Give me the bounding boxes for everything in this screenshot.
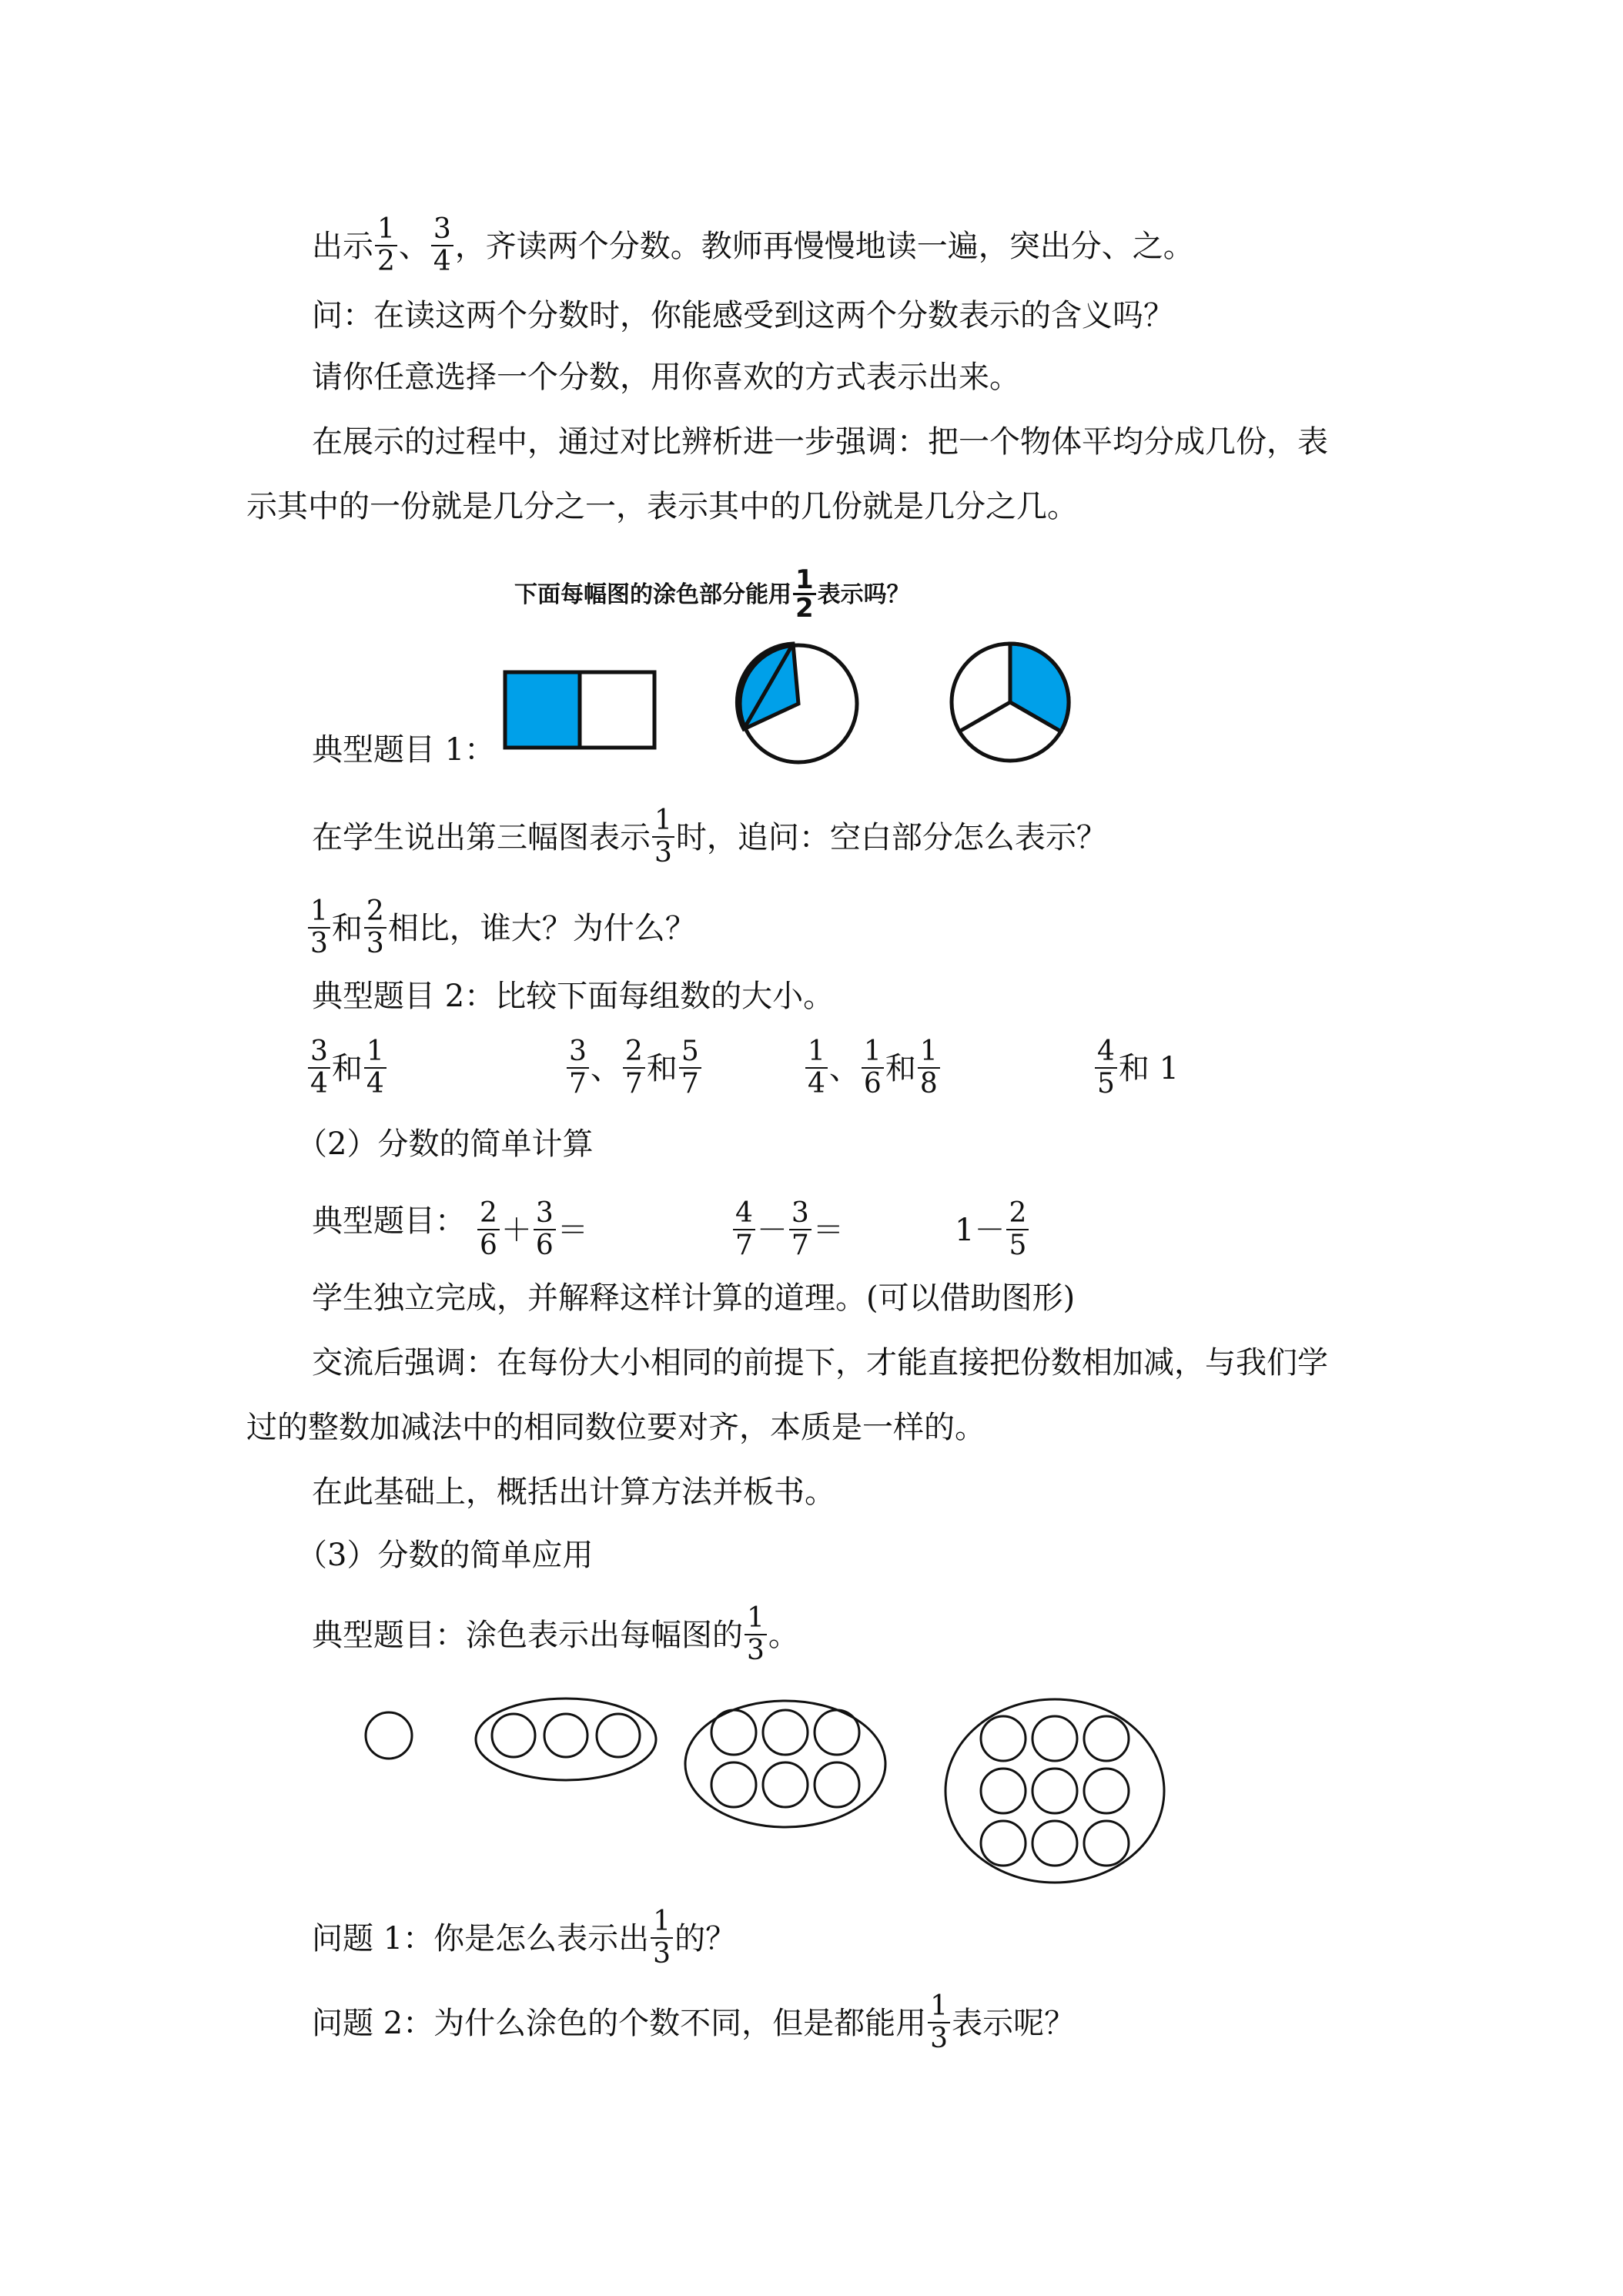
text: 表示呢？ [952, 2006, 1076, 2041]
calc-expression-1 [476, 1197, 588, 1264]
numerator: 1 [653, 1906, 671, 1937]
text: ＝ [557, 1213, 588, 1248]
denominator: 4 [364, 1067, 387, 1099]
text: ＋ [500, 1213, 532, 1248]
denominator: 6 [862, 1067, 884, 1099]
denominator: 7 [789, 1229, 812, 1261]
numerator: 3 [791, 1197, 809, 1229]
line-2: 问：在读这两个分数时，你能感受到这两个分数表示的含义吗？ [312, 298, 1174, 333]
fraction [308, 1036, 330, 1099]
denominator: 3 [308, 927, 330, 959]
denominator: 8 [918, 1067, 940, 1099]
numerator: 3 [535, 1197, 554, 1229]
text: 问题 2：为什么涂色的个数不同，但是都能用 [312, 2006, 927, 2041]
fraction [364, 896, 387, 959]
text: 1－ [955, 1213, 1006, 1248]
denominator: 4 [308, 1067, 330, 1099]
fraction [793, 564, 816, 624]
numerator: 1 [863, 1036, 882, 1067]
oval-with-3-circles [476, 1699, 656, 1780]
line-1 [312, 213, 1194, 280]
text: 相比，谁大？为什么？ [387, 911, 696, 946]
numerator: 1 [808, 1036, 825, 1067]
numerator: 1 [930, 1990, 949, 2022]
text: 、 [828, 1051, 860, 1086]
denominator: 7 [567, 1067, 589, 1099]
numerator: 4 [735, 1197, 753, 1229]
question-1 [312, 1906, 737, 1973]
numerator: 2 [480, 1197, 497, 1229]
denominator: 2 [793, 593, 816, 621]
line-12b: 过的整数加减法中的相同数位要对齐，本质是一样的。 [246, 1410, 986, 1445]
figure-heading [514, 564, 910, 624]
numerator: 1 [795, 564, 814, 595]
circle-outline [952, 644, 1069, 761]
rect-blank-half [580, 672, 654, 748]
fraction [431, 214, 453, 277]
rectangle-halves-figure [505, 672, 654, 748]
numerator: 1 [310, 895, 328, 927]
denominator: 7 [733, 1229, 755, 1261]
text: 问题 1：你是怎么表示出 [312, 1921, 650, 1956]
denominator: 4 [805, 1067, 828, 1099]
circle-thirds-figure [952, 644, 1069, 761]
numerator: 1 [919, 1036, 938, 1067]
fraction [789, 1198, 812, 1261]
text: ＝ [812, 1213, 844, 1248]
section-3-heading: （3）分数的简单应用 [296, 1538, 594, 1573]
denominator: 5 [1006, 1229, 1029, 1261]
text: － [756, 1213, 788, 1248]
text: 。 [768, 1618, 799, 1653]
text: 和 [646, 1051, 678, 1086]
text: 在学生说出第三幅图表示 [312, 820, 651, 855]
circle-divider [744, 644, 793, 729]
compare-group-2 [565, 1036, 703, 1103]
denominator: 3 [364, 927, 387, 959]
fraction [928, 1991, 950, 2054]
denominator: 7 [679, 1067, 701, 1099]
text: 、 [398, 229, 430, 264]
denominator: 5 [1095, 1067, 1117, 1099]
text: 表示吗？ [817, 581, 910, 608]
denominator: 4 [431, 245, 453, 277]
fraction [308, 896, 330, 959]
fraction [1006, 1198, 1029, 1261]
section-2-heading: （2）分数的简单计算 [296, 1126, 594, 1162]
line-7 [306, 895, 696, 962]
text: 出示 [312, 229, 373, 264]
calc-expression-3 [955, 1197, 1030, 1264]
numerator: 2 [366, 895, 384, 927]
numerator: 4 [1097, 1036, 1115, 1067]
line-4a: 在展示的过程中，通过对比辨析进一步强调：把一个物体平均分成几份，表 [312, 424, 1328, 460]
single-circle [366, 1712, 412, 1759]
calc-label: 典型题目： [312, 1203, 466, 1239]
denominator: 3 [745, 1634, 767, 1666]
numerator: 2 [1009, 1197, 1027, 1229]
fraction [1095, 1036, 1117, 1099]
compare-group-1 [306, 1036, 388, 1103]
line-11: 学生独立完成，并解释这样计算的道理。(可以借助图形) [312, 1280, 1076, 1316]
fraction [805, 1036, 828, 1099]
numerator: 2 [624, 1036, 643, 1067]
fraction [745, 1603, 767, 1666]
circle-divider [959, 702, 1010, 731]
text: 和 1 [1118, 1051, 1180, 1086]
compare-group-3 [804, 1036, 942, 1103]
text: 和 [885, 1051, 916, 1086]
fraction [918, 1036, 940, 1099]
numerator: 3 [433, 213, 451, 245]
exercise-1-label: 典型题目 1： [312, 732, 496, 768]
denominator: 7 [623, 1067, 645, 1099]
rect-shaded-half [505, 672, 580, 748]
denominator: 2 [375, 245, 397, 277]
denominator: 3 [928, 2022, 950, 2054]
fraction [364, 1036, 387, 1099]
denominator: 6 [534, 1229, 556, 1261]
text: 典型题目：涂色表示出每幅图的 [312, 1618, 743, 1653]
line-6 [312, 805, 1107, 872]
circle-divider [1010, 702, 1061, 731]
line-4b: 示其中的一份就是几分之一，表示其中的几份就是几分之几。 [246, 489, 1078, 524]
line-13: 在此基础上，概括出计算方法并板书。 [312, 1474, 835, 1510]
numerator: 1 [377, 213, 395, 245]
fraction [623, 1036, 645, 1099]
oval-with-6-circles [685, 1701, 885, 1827]
circle-outline [740, 645, 857, 762]
numerator: 1 [366, 1036, 384, 1067]
oval-with-9-circles [945, 1699, 1164, 1883]
fraction [652, 805, 674, 869]
compare-group-4 [1093, 1036, 1180, 1103]
line-8: 典型题目 2：比较下面每组数的大小。 [312, 979, 835, 1014]
fraction [679, 1036, 701, 1099]
calc-expression-2 [731, 1197, 844, 1264]
line-12a: 交流后强调：在每份大小相同的前提下，才能直接把份数相加减，与我们学 [312, 1345, 1328, 1381]
fraction [477, 1198, 500, 1261]
denominator: 3 [651, 1937, 673, 1970]
text: ，齐读两个分数。教师再慢慢地读一遍，突出分、之。 [454, 229, 1194, 264]
numerator: 3 [569, 1036, 587, 1067]
text: 时，追问：空白部分怎么表示？ [675, 820, 1107, 855]
fraction [733, 1198, 755, 1261]
denominator: 6 [477, 1229, 500, 1261]
text: 的？ [674, 1921, 737, 1956]
denominator: 3 [652, 836, 674, 869]
text: 下面每幅图的涂色部分能用 [514, 581, 791, 608]
numerator: 1 [654, 805, 672, 836]
line-15 [312, 1602, 799, 1669]
fraction [534, 1198, 556, 1261]
numerator: 5 [681, 1036, 699, 1067]
question-2 [312, 1990, 1076, 2057]
numerator: 1 [747, 1602, 765, 1634]
fraction [862, 1036, 884, 1099]
text: 和 [331, 911, 363, 946]
fraction [567, 1036, 589, 1099]
text: 和 [331, 1051, 363, 1086]
fraction [651, 1906, 673, 1970]
circle-unequal-parts-figure [737, 644, 857, 762]
fraction [375, 214, 397, 277]
circle-shaded-part [737, 644, 798, 729]
circle-third-shaded [1010, 644, 1069, 731]
line-3: 请你任意选择一个分数，用你喜欢的方式表示出来。 [312, 360, 1020, 395]
numerator: 3 [310, 1036, 328, 1067]
text: 、 [590, 1051, 621, 1086]
